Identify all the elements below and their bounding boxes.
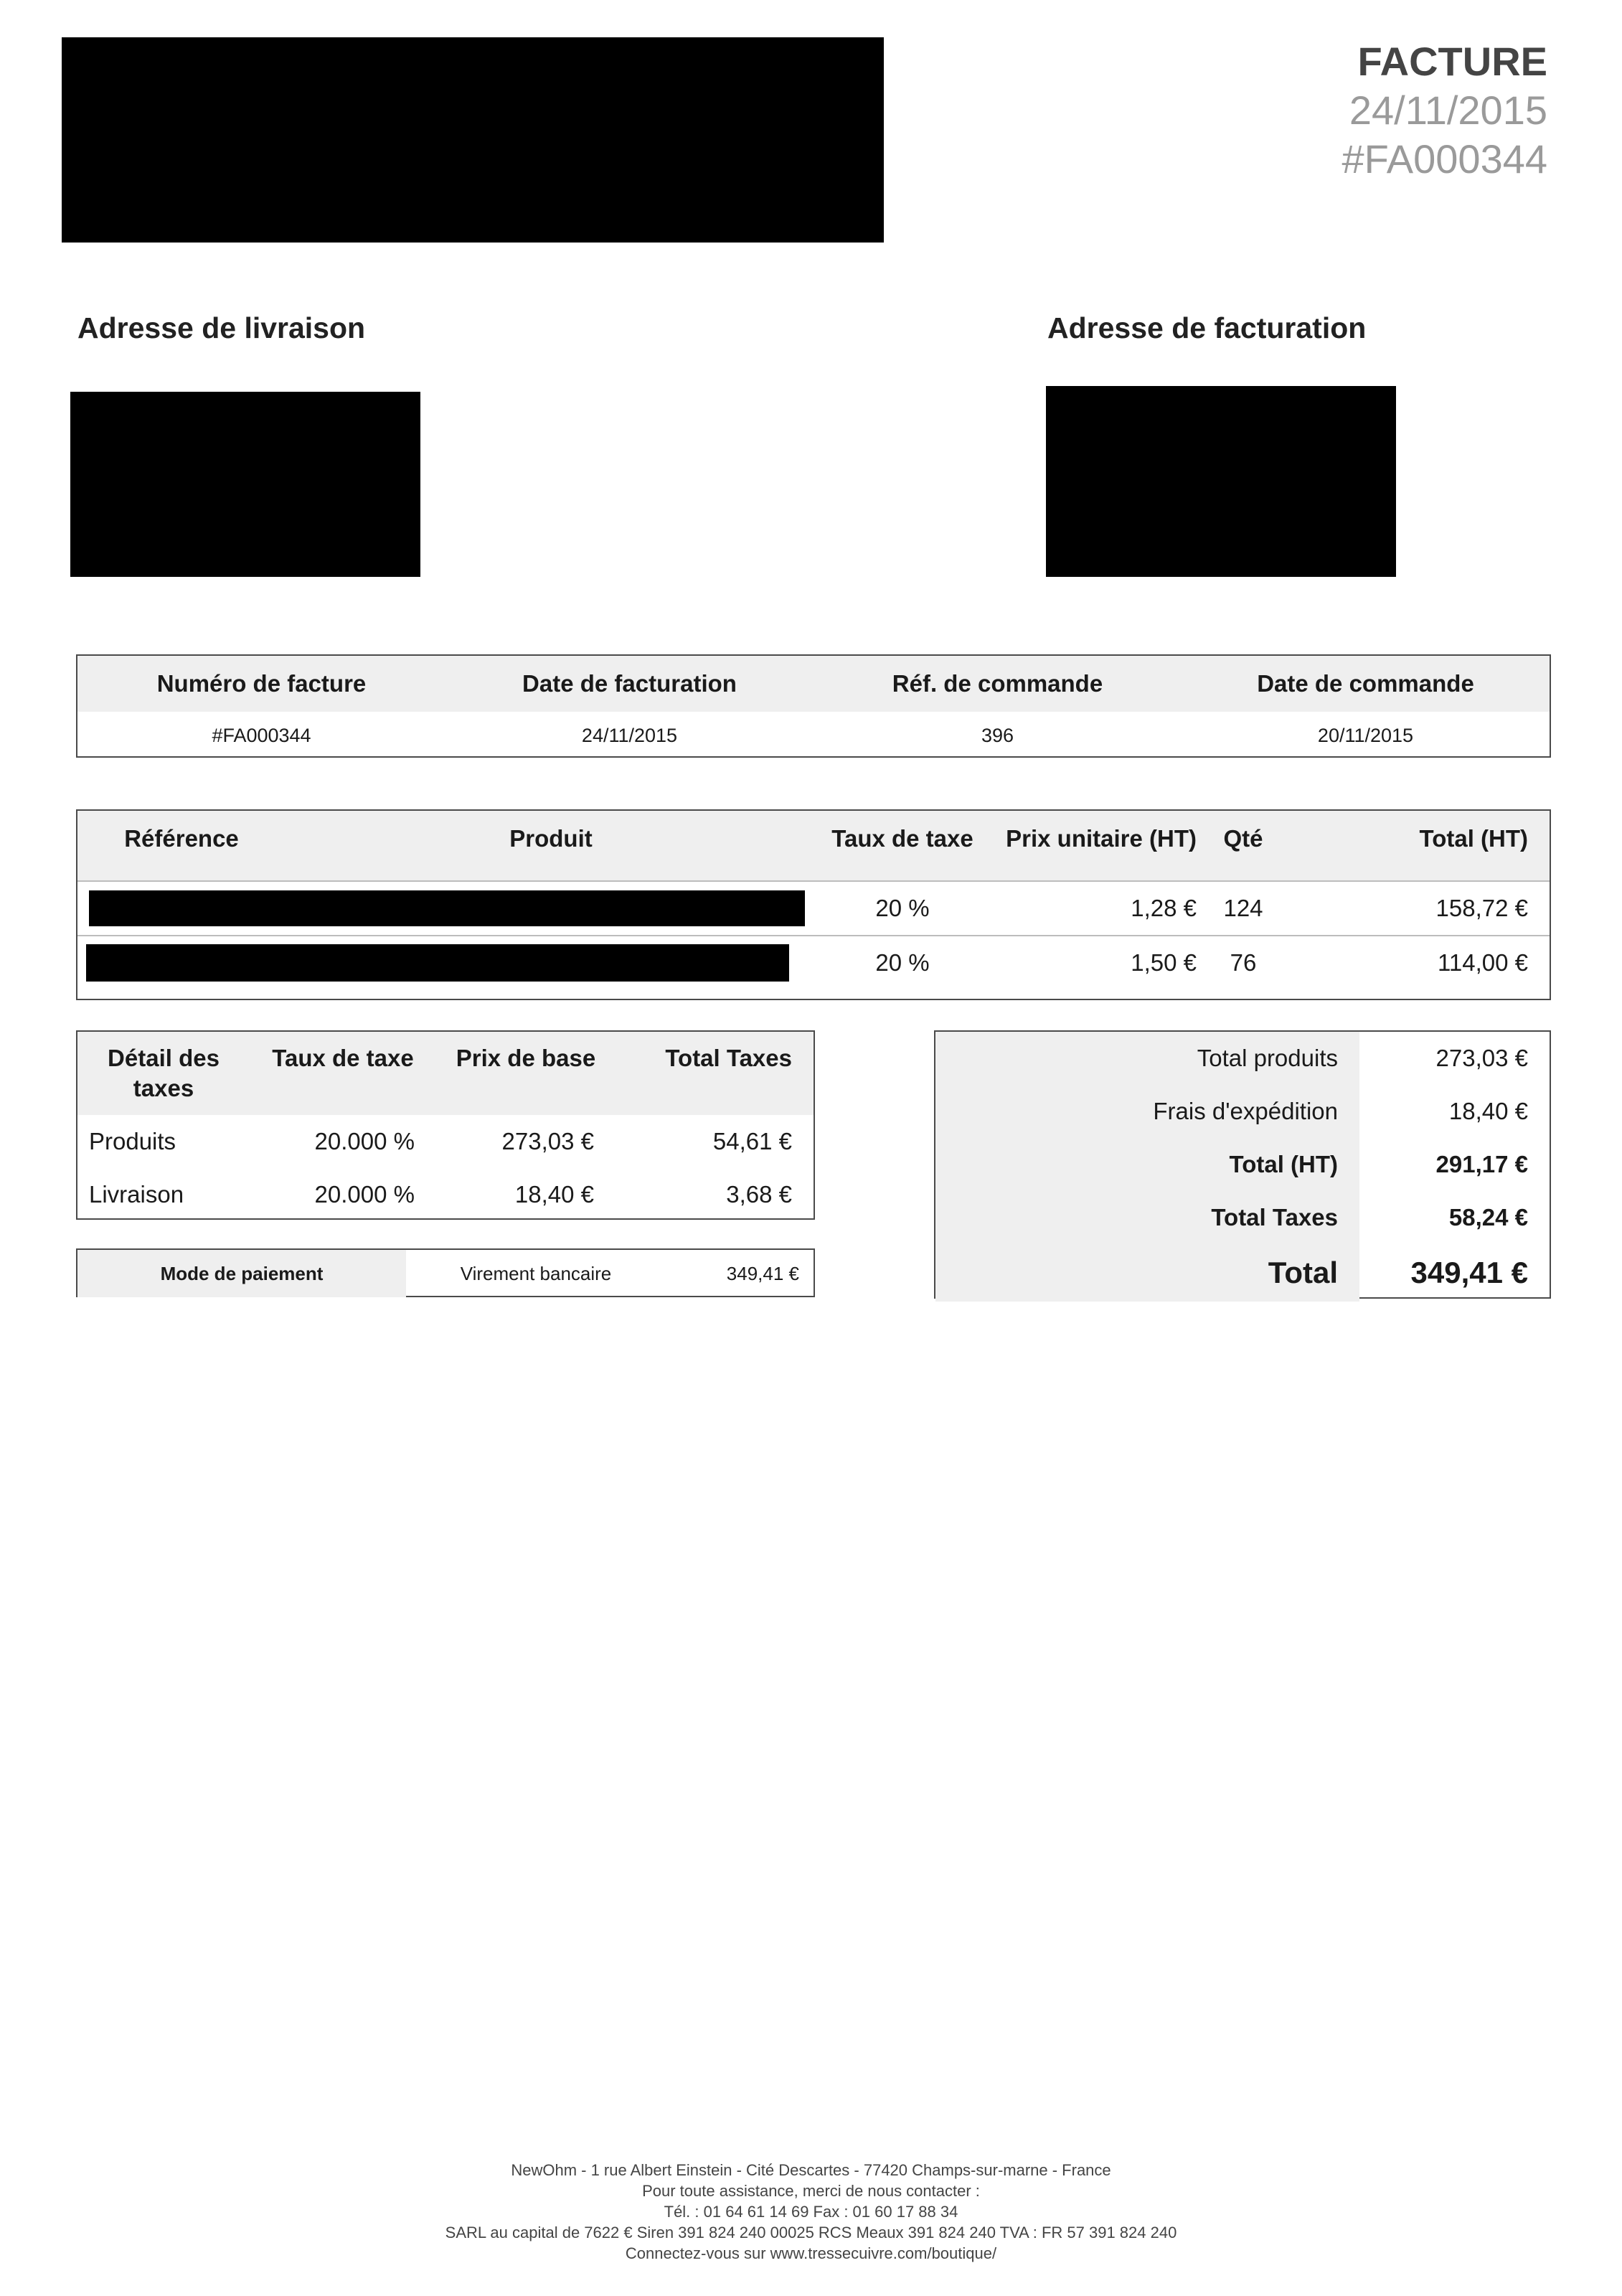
redacted-billing-address (1046, 386, 1396, 577)
payment-method: Virement bancaire (460, 1262, 612, 1284)
footer-assistance: Pour toute assistance, merci de nous contacter : (642, 2182, 980, 2200)
row-qty: 76 (1204, 936, 1283, 989)
info-value-invoice-date: 24/11/2015 (581, 724, 678, 746)
row-unit-price: 1,50 € (989, 936, 1204, 989)
tax-header-base: Prix de base (436, 1032, 616, 1115)
tax-row-label: Livraison (89, 1181, 184, 1208)
footer-legal: SARL au capital de 7622 € Siren 391 824 240 00025 RCS Meaux 391 824 240 TVA : FR 57 391 824 240 (445, 2224, 1177, 2241)
product-table (76, 809, 1551, 1000)
col-total: Total (HT) (1283, 811, 1550, 881)
total-ht-label: Total (HT) (935, 1138, 1359, 1191)
footer-website: Connectez-vous sur www.tressecuivre.com/boutique/ (625, 2244, 997, 2262)
invoice-info-table (76, 654, 1551, 758)
info-value-number: #FA000344 (212, 724, 311, 746)
shipping-label: Frais d'expédition (935, 1085, 1359, 1138)
row-total: 158,72 € (1283, 881, 1550, 936)
tax-row-rate: 20.000 % (314, 1181, 415, 1208)
info-value-order-ref: 396 (981, 724, 1014, 746)
delivery-address-title: Adresse de livraison (77, 311, 366, 344)
footer-phone: Tél. : 01 64 61 14 69 Fax : 01 60 17 88 34 (664, 2203, 958, 2221)
shipping-value: 18,40 € (1448, 1098, 1528, 1124)
payment-table (76, 1248, 815, 1297)
grand-total-value: 349,41 € (1410, 1256, 1528, 1289)
tax-row-total: 3,68 € (726, 1181, 792, 1208)
total-taxes-value: 58,24 € (1448, 1204, 1528, 1231)
tax-row-rate: 20.000 % (314, 1128, 415, 1154)
grand-total-label: Total (935, 1244, 1359, 1302)
row-unit-price: 1,28 € (989, 881, 1204, 936)
tax-row-base: 18,40 € (514, 1181, 594, 1208)
col-reference: Référence (77, 811, 286, 881)
total-products-label: Total produits (935, 1032, 1359, 1085)
tax-header-total: Total Taxes (616, 1032, 814, 1115)
doc-type: FACTURE (1357, 39, 1547, 84)
info-header-invoice-date: Date de facturation (445, 656, 814, 712)
tax-row-total: 54,61 € (712, 1128, 792, 1154)
tax-header-detail: Détail des taxes (77, 1032, 250, 1115)
tax-row-label: Produits (89, 1128, 176, 1154)
redacted-product-1 (77, 881, 816, 936)
row-total: 114,00 € (1283, 936, 1550, 989)
info-value-order-date: 20/11/2015 (1317, 724, 1414, 746)
col-product: Produit (286, 811, 816, 881)
total-taxes-label: Total Taxes (935, 1191, 1359, 1244)
totals-table (934, 1030, 1551, 1299)
invoice-header (1342, 37, 1547, 184)
tax-header-rate: Taux de taxe (250, 1032, 436, 1115)
tax-detail-table (76, 1030, 815, 1220)
tax-row-base: 273,03 € (501, 1128, 594, 1154)
invoice-date: 24/11/2015 (1349, 88, 1547, 133)
row-qty: 124 (1204, 881, 1283, 936)
info-header-order-date: Date de commande (1182, 656, 1550, 712)
payment-amount: 349,41 € (726, 1262, 799, 1284)
table-row (77, 881, 1550, 936)
row-tax-rate: 20 % (816, 881, 989, 936)
invoice-number: #FA000344 (1342, 136, 1547, 182)
table-row (77, 1115, 814, 1168)
total-products-value: 273,03 € (1435, 1045, 1528, 1071)
total-ht-value: 291,17 € (1435, 1151, 1528, 1177)
table-row (77, 936, 1550, 989)
info-header-number: Numéro de facture (77, 656, 445, 712)
redacted-product-2 (77, 936, 816, 989)
col-tax-rate: Taux de taxe (816, 811, 989, 881)
info-header-order-ref: Réf. de commande (814, 656, 1182, 712)
payment-label: Mode de paiement (77, 1250, 406, 1297)
row-tax-rate: 20 % (816, 936, 989, 989)
footer (0, 2160, 1622, 2264)
col-qty: Qté (1204, 811, 1283, 881)
col-unit-price: Prix unitaire (HT) (989, 811, 1204, 881)
redacted-logo (62, 37, 884, 243)
footer-address: NewOhm - 1 rue Albert Einstein - Cité Descartes - 77420 Champs-sur-marne - France (511, 2161, 1111, 2179)
redacted-delivery-address (70, 392, 420, 577)
table-row (77, 1168, 814, 1221)
billing-address-title: Adresse de facturation (1047, 311, 1367, 344)
